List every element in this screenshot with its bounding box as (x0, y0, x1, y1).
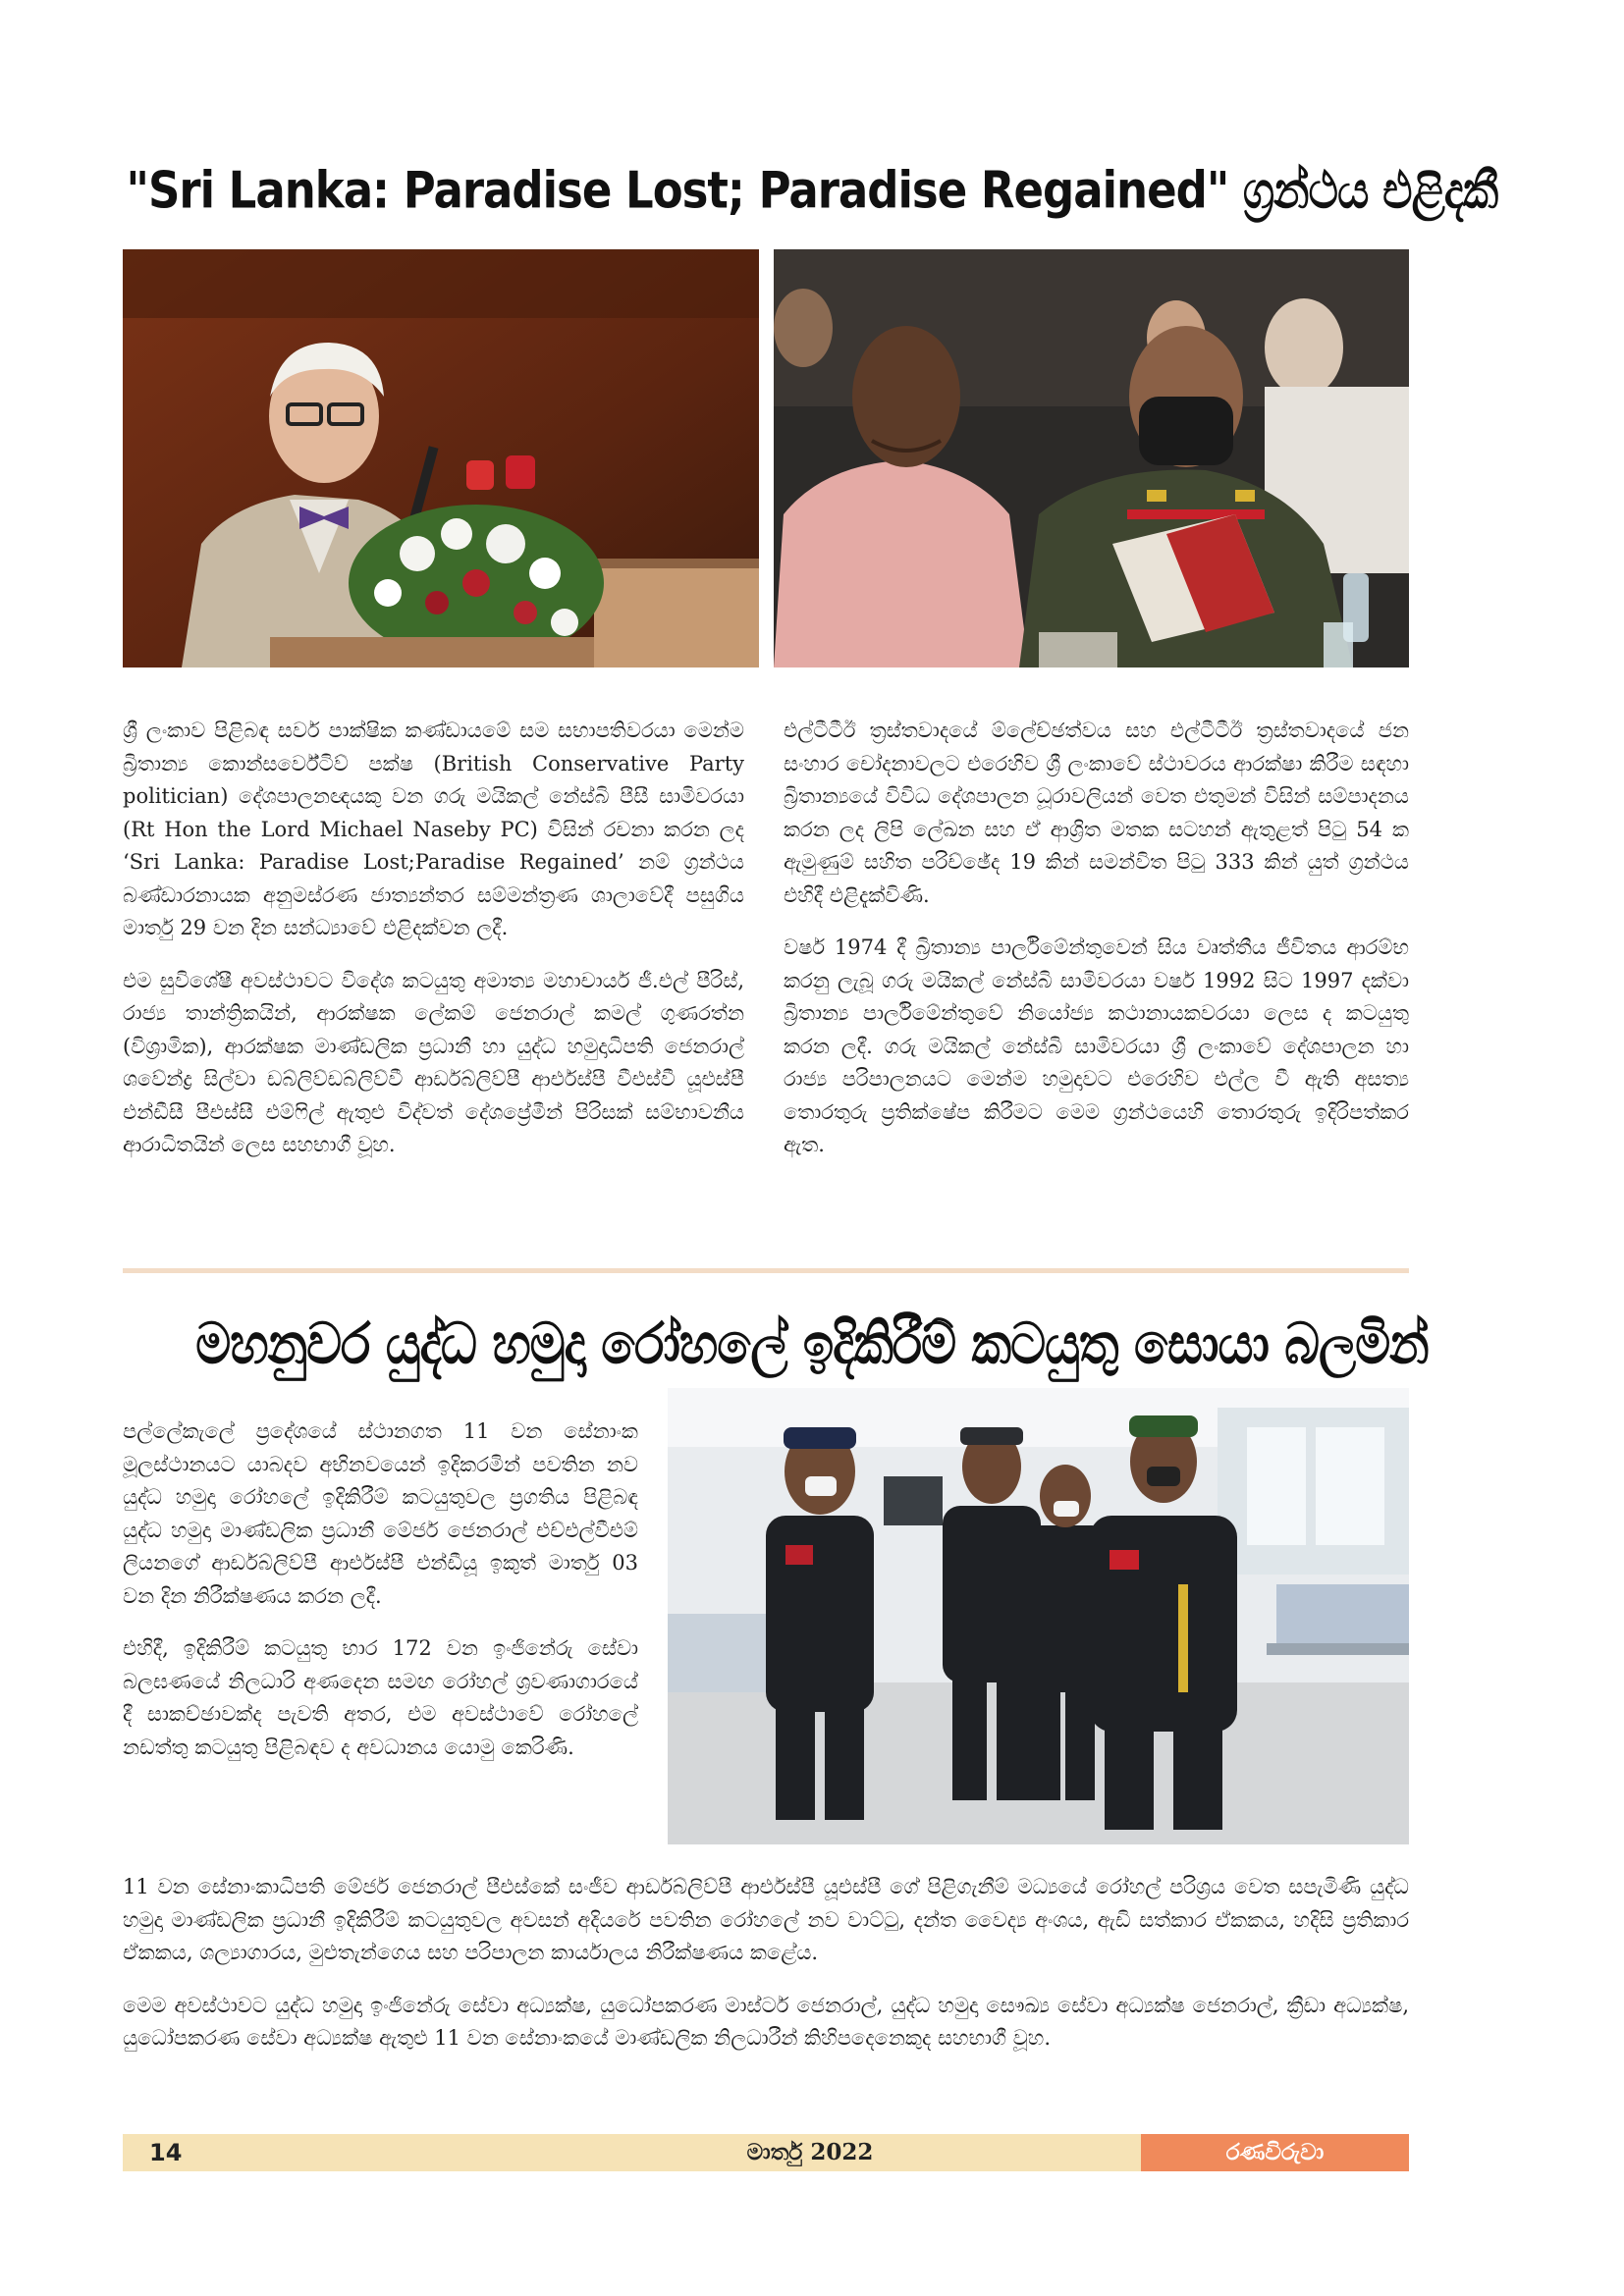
article2-paragraph: මෙම අවස්ථාවට යුද්ධ හමුදා ඉංජිනේරු සේවා අධ්‍යක්ෂ, යුධෝපකරණ මාස්ටර් ජෙනරාල්, යුද්ධ හමුදා සෞඛ්‍ය සේවා අධ්‍යක්ෂ ජෙනරාල්, ක්‍රීඩා අධ්‍යක්ෂ, යුධෝපකරණ සේවා අධ්‍යක්ෂ ඇතුළු 11 වන සේනාංකයේ මාණ්ඩලික නිලධාරීන් කිහිපදෙනෙකුද සහභාගී වූහ. (123, 1993, 1409, 2050)
magazine-name: රණවිරුවා (1225, 2140, 1325, 2165)
page-number: 14 (149, 2139, 183, 2166)
speaker-photo (123, 249, 759, 667)
article1-column-2 (784, 715, 1409, 1182)
issue-date: මාර්තු 2022 (746, 2139, 874, 2165)
article1-paragraph: වර්ෂ 1974 දී බ්‍රිතාන්‍ය පාර්ලිමේන්තුවෙන් සිය වෘත්තීය ජීවිතය ආරම්භ කරනු ලැබූ ගරු මයිකල් නේස්බි සාමිවරයා වර්ෂ 1992 සිට 1997 දක්වා බ්‍රිතාන්‍ය පාර්ලිමේන්තුවේ නියෝජ්‍ය කථානායකවරයා ලෙස ද කටයුතු කරන ලදී. ගරු මයිකල් නේස්බි සාමිවරයා ශ්‍රී ලංකාවේ දේශපාලන හා රාජ්‍ය පරිපාලනයට මෙන්ම හමුදාවට එරෙහිව එල්ල වී ඇති අසත්‍ය තොරතුරු ප්‍රතික්ෂේප කිරීමට මෙම ග්‍රන්ථයෙහි තොරතුරු ඉදිරිපත්කර ඇත. (784, 935, 1409, 1156)
article1-column-1 (123, 715, 744, 1182)
article2-column-1 (123, 1415, 638, 1784)
article2-paragraph: 11 වන සේනාංකාධිපති මේජර් ජෙනරාල් පීඑස්කේ සංජීව ආර්ඩබ්ලිව්පී ආර්එස්පී යූඑස්පී ගේ පිළිගැනීම් මධ්‍යයේ රෝහල් පරිශ්‍රය වෙත සපැමිණි යුද්ධ හමුදා මාණ්ඩලික ප්‍රධානී ඉදිකිරීම් කටයුතුවල අවසන් අදියරේ පවතින රෝහලේ නව වාට්ටු, දන්ත වෛද්‍ය අංශය, ඇඩි සත්කාර ඒකකය, හදිසි ප්‍රතිකාර ඒකකය, ශල්‍යාගාරය, මුළුතැන්ගෙය සහ පරිපාලන කාර්යාලය නිරීක්ෂණය කළේය. (123, 1875, 1409, 1964)
section-divider (123, 1268, 1409, 1273)
article1-paragraph: එල්ටීටීඊ ත්‍රස්තවාදයේ ම්ලේච්ඡත්වය සහ එල්ටීටීඊ ත්‍රස්තවාදයේ ජන සංහාර චෝදනාවලට එරෙහිව ශ්‍රී ලංකාවේ ස්ථාවරය ආරක්ෂා කිරීම සඳහා බ්‍රිතාන්‍යයේ විවිධ දේශපාලන ධූරාවලියන් වෙත එතුමන් විසින් සම්පාදනය කරන ලද ලිපි ලේඛන සහ ඒ ආශ්‍රිත මතක සටහන් ඇතුළත් පිටු 54 ක ඇමුණුම් සහිත පරිච්ඡේද 19 කින් සමන්විත පිටු 333 කින් යුත් ග්‍රන්ථය එහිදී එළිදැක්විණි. (784, 719, 1409, 907)
article1-paragraph: ශ්‍රී ලංකාව පිළිබඳ සර්ව පාක්ෂික කණ්ඩායමේ සම සභාපතිවරයා මෙන්ම බ්‍රිතාන්‍ය කොන්සර්වේටිව් පක්ෂ (British Conservative Party politician) දේශපාලනඥයකු වන ගරු මයිකල් නේස්බි පීසී සාමිවරයා (Rt Hon the Lord Michael Naseby PC) විසින් රචනා කරන ලද ‘Sri Lanka: Paradise Lost;Paradise Regained’ නම් ග්‍රන්ථය බණ්ඩාරනායක අනුමස්රණ ජාත්‍යන්තර සම්මන්ත්‍රණ ශාලාවේදී පසුගිය මාර්තු 29 වන දින සන්ධ්‍යාවේ එළිදක්වන ලදී. (123, 719, 744, 939)
article2-headline: මහනුවර යුද්ධ හමුදා රෝහලේ ඉදිකිරීම් කටයුතු සොයා බලමින් (195, 1310, 1429, 1377)
article2-full-width (123, 1871, 1409, 2075)
article2-paragraph: පල්ලේකැලේ ප්‍රදේශයේ ස්ථානගත 11 වන සේනාංක මූලස්ථානයට යාබදව අභිනවයෙන් ඉදිකරමින් පවතින නව යුද්ධ හමුදා රෝහලේ ඉදිකිරීම් කටයුතුවල ප්‍රගතිය පිළිබඳ යුද්ධ හමුදා මාණ්ඩලික ප්‍රධානී මේජර් ජෙනරාල් එච්එල්වීඑම් ලියනගේ ආර්ඩබ්ලිව්පී ආර්එස්පී එන්ඩීයූ ඉකුත් මාර්තු 03 වන දින නිරීක්ෂණය කරන ලදී. (123, 1419, 638, 1608)
hospital-inspection-photo (668, 1388, 1409, 1844)
audience-photo (774, 249, 1409, 667)
article2-paragraph: එහිදී, ඉදිකිරීම් කටයුතු භාර 172 වන ඉංජිනේරු සේවා බලඝණයේ නිලධාරි අණදෙන සමඟ රෝහල් ශ්‍රවණාගාරයේ දී සාකච්ඡාවක්ද පැවති අතර, එම අවස්ථාවේ රෝහලේ නඩත්තු කටයුතු පිළිබඳව ද අවධානය යොමු කෙරිණි. (123, 1636, 638, 1759)
article1-headline: "Sri Lanka: Paradise Lost; Paradise Regained" ග්‍රන්ථය එළිදකී (126, 159, 1498, 220)
article1-paragraph: එම සුවිශේෂී අවස්ථාවට විදේශ කටයුතු අමාත්‍ය මහාචාර්ය ජී.එල් පීරිස්, රාජ්‍ය තාන්ත්‍රිකයින්, ආරක්ෂක ලේකම් ජෙනරාල් කමල් ගුණරත්න (විශ්‍රාමික), ආරක්ෂක මාණ්ඩලික ප්‍රධානී හා යුද්ධ හමුදාධිපති ජෙනරාල් ශවේන්ද්‍ර සිල්වා ඩබ්ලිව්ඩබ්ලිව්වී ආර්ඩබ්ලිව්පී ආර්එස්පී වීඑස්වී යූඑස්පී එන්ඩීසී පීඑස්සී එම්ෆිල් ඇතුළු විද්වත් දේශප්‍රේමීන් පිරිසක් සම්භාවනීය ආරාධිතයින් ලෙස සහභාගී වූහ. (123, 968, 744, 1156)
